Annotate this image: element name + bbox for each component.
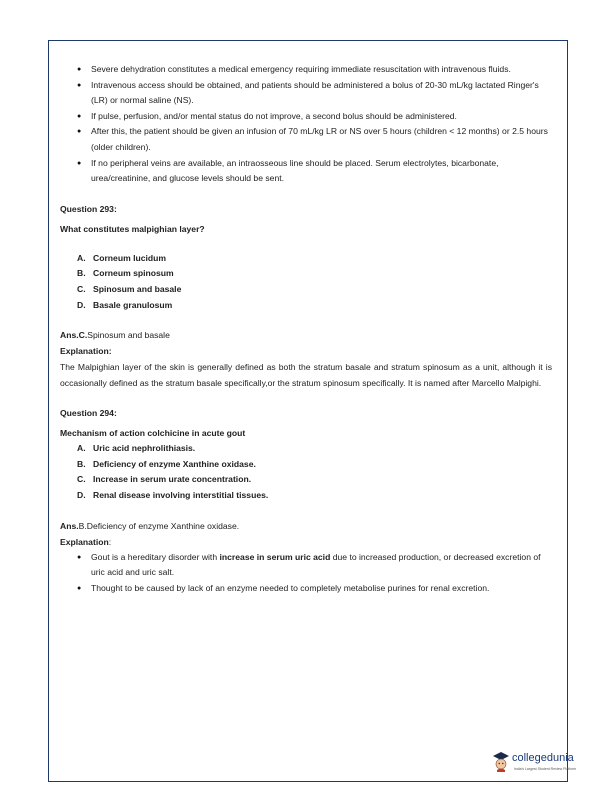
list-item: ● Intravenous access should be obtained, and patients should be administered a bolus of 20-30 mL/kg lactated Ringer's (LR) or normal saline (NS). [77, 78, 552, 109]
question-293-answer: Ans.C.Spinosum and basale [60, 330, 170, 341]
question-294-explanation-list [60, 550, 552, 597]
question-293-text: What constitutes malpighian layer? [60, 223, 205, 234]
list-item: ● Thought to be caused by lack of an enzyme needed to completely metabolise purines for renal excretion. [77, 581, 552, 597]
question-293-explanation: The Malpighian layer of the skin is generally defined as both the stratum basale and stratum spinosum as a unit, although it is occasionally defined as the stratum basale specifically,or the stratum spinosum specifically. It is named after Marcello Malpighi. [60, 362, 552, 389]
collegedunia-logo [492, 748, 582, 776]
question-293-title: Question 293: [60, 203, 117, 214]
option-a: A. Corneum lucidum [77, 252, 167, 263]
option-d: D. Basale granulosum [77, 299, 173, 310]
question-294-text: Mechanism of action colchicine in acute gout [60, 428, 246, 439]
option-c: C. Increase in serum urate concentration. [77, 474, 252, 485]
option-a: A. Uric acid nephrolithiasis. [77, 443, 196, 454]
page-content [60, 62, 552, 596]
option-d: D. Renal disease involving interstitial tissues. [77, 489, 269, 500]
question-293-explanation-label: Explanation: [60, 346, 112, 357]
list-item: ● If pulse, perfusion, and/or mental status do not improve, a second bolus should be administered. [77, 109, 552, 125]
question-294-answer: Ans.B.Deficiency of enzyme Xanthine oxidase. [60, 520, 240, 531]
option-c: C. Spinosum and basale [77, 283, 182, 294]
question-294-explanation-label: Explanation: [60, 536, 112, 547]
list-item: ● Severe dehydration constitutes a medical emergency requiring immediate resuscitation with intravenous fluids. [77, 62, 552, 78]
question-294-options [60, 441, 552, 503]
list-item: ● Gout is a hereditary disorder with increase in serum uric acid due to increased production, or decreased excretion of uric acid and uric salt. [77, 550, 552, 581]
intro-bullet-list [60, 62, 552, 187]
list-item: ● After this, the patient should be given an infusion of 70 mL/kg LR or NS over 5 hours (children < 12 months) or 2.5 hours (older children). [77, 124, 552, 155]
option-b: B. Corneum spinosum [77, 268, 174, 279]
list-item: ● If no peripheral veins are available, an intraosseous line should be placed. Serum electrolytes, bicarbonate, urea/creatinine, and glucose levels should be sent. [77, 156, 552, 187]
option-b: B. Deficiency of enzyme Xanthine oxidase. [77, 458, 256, 469]
graduate-mascot-icon [492, 750, 510, 772]
question-293-options [60, 251, 552, 313]
question-294-title: Question 294: [60, 408, 117, 419]
logo-tagline: India's Largest Student Review Platform [514, 767, 577, 771]
logo-wordmark: collegedunia [512, 752, 574, 764]
